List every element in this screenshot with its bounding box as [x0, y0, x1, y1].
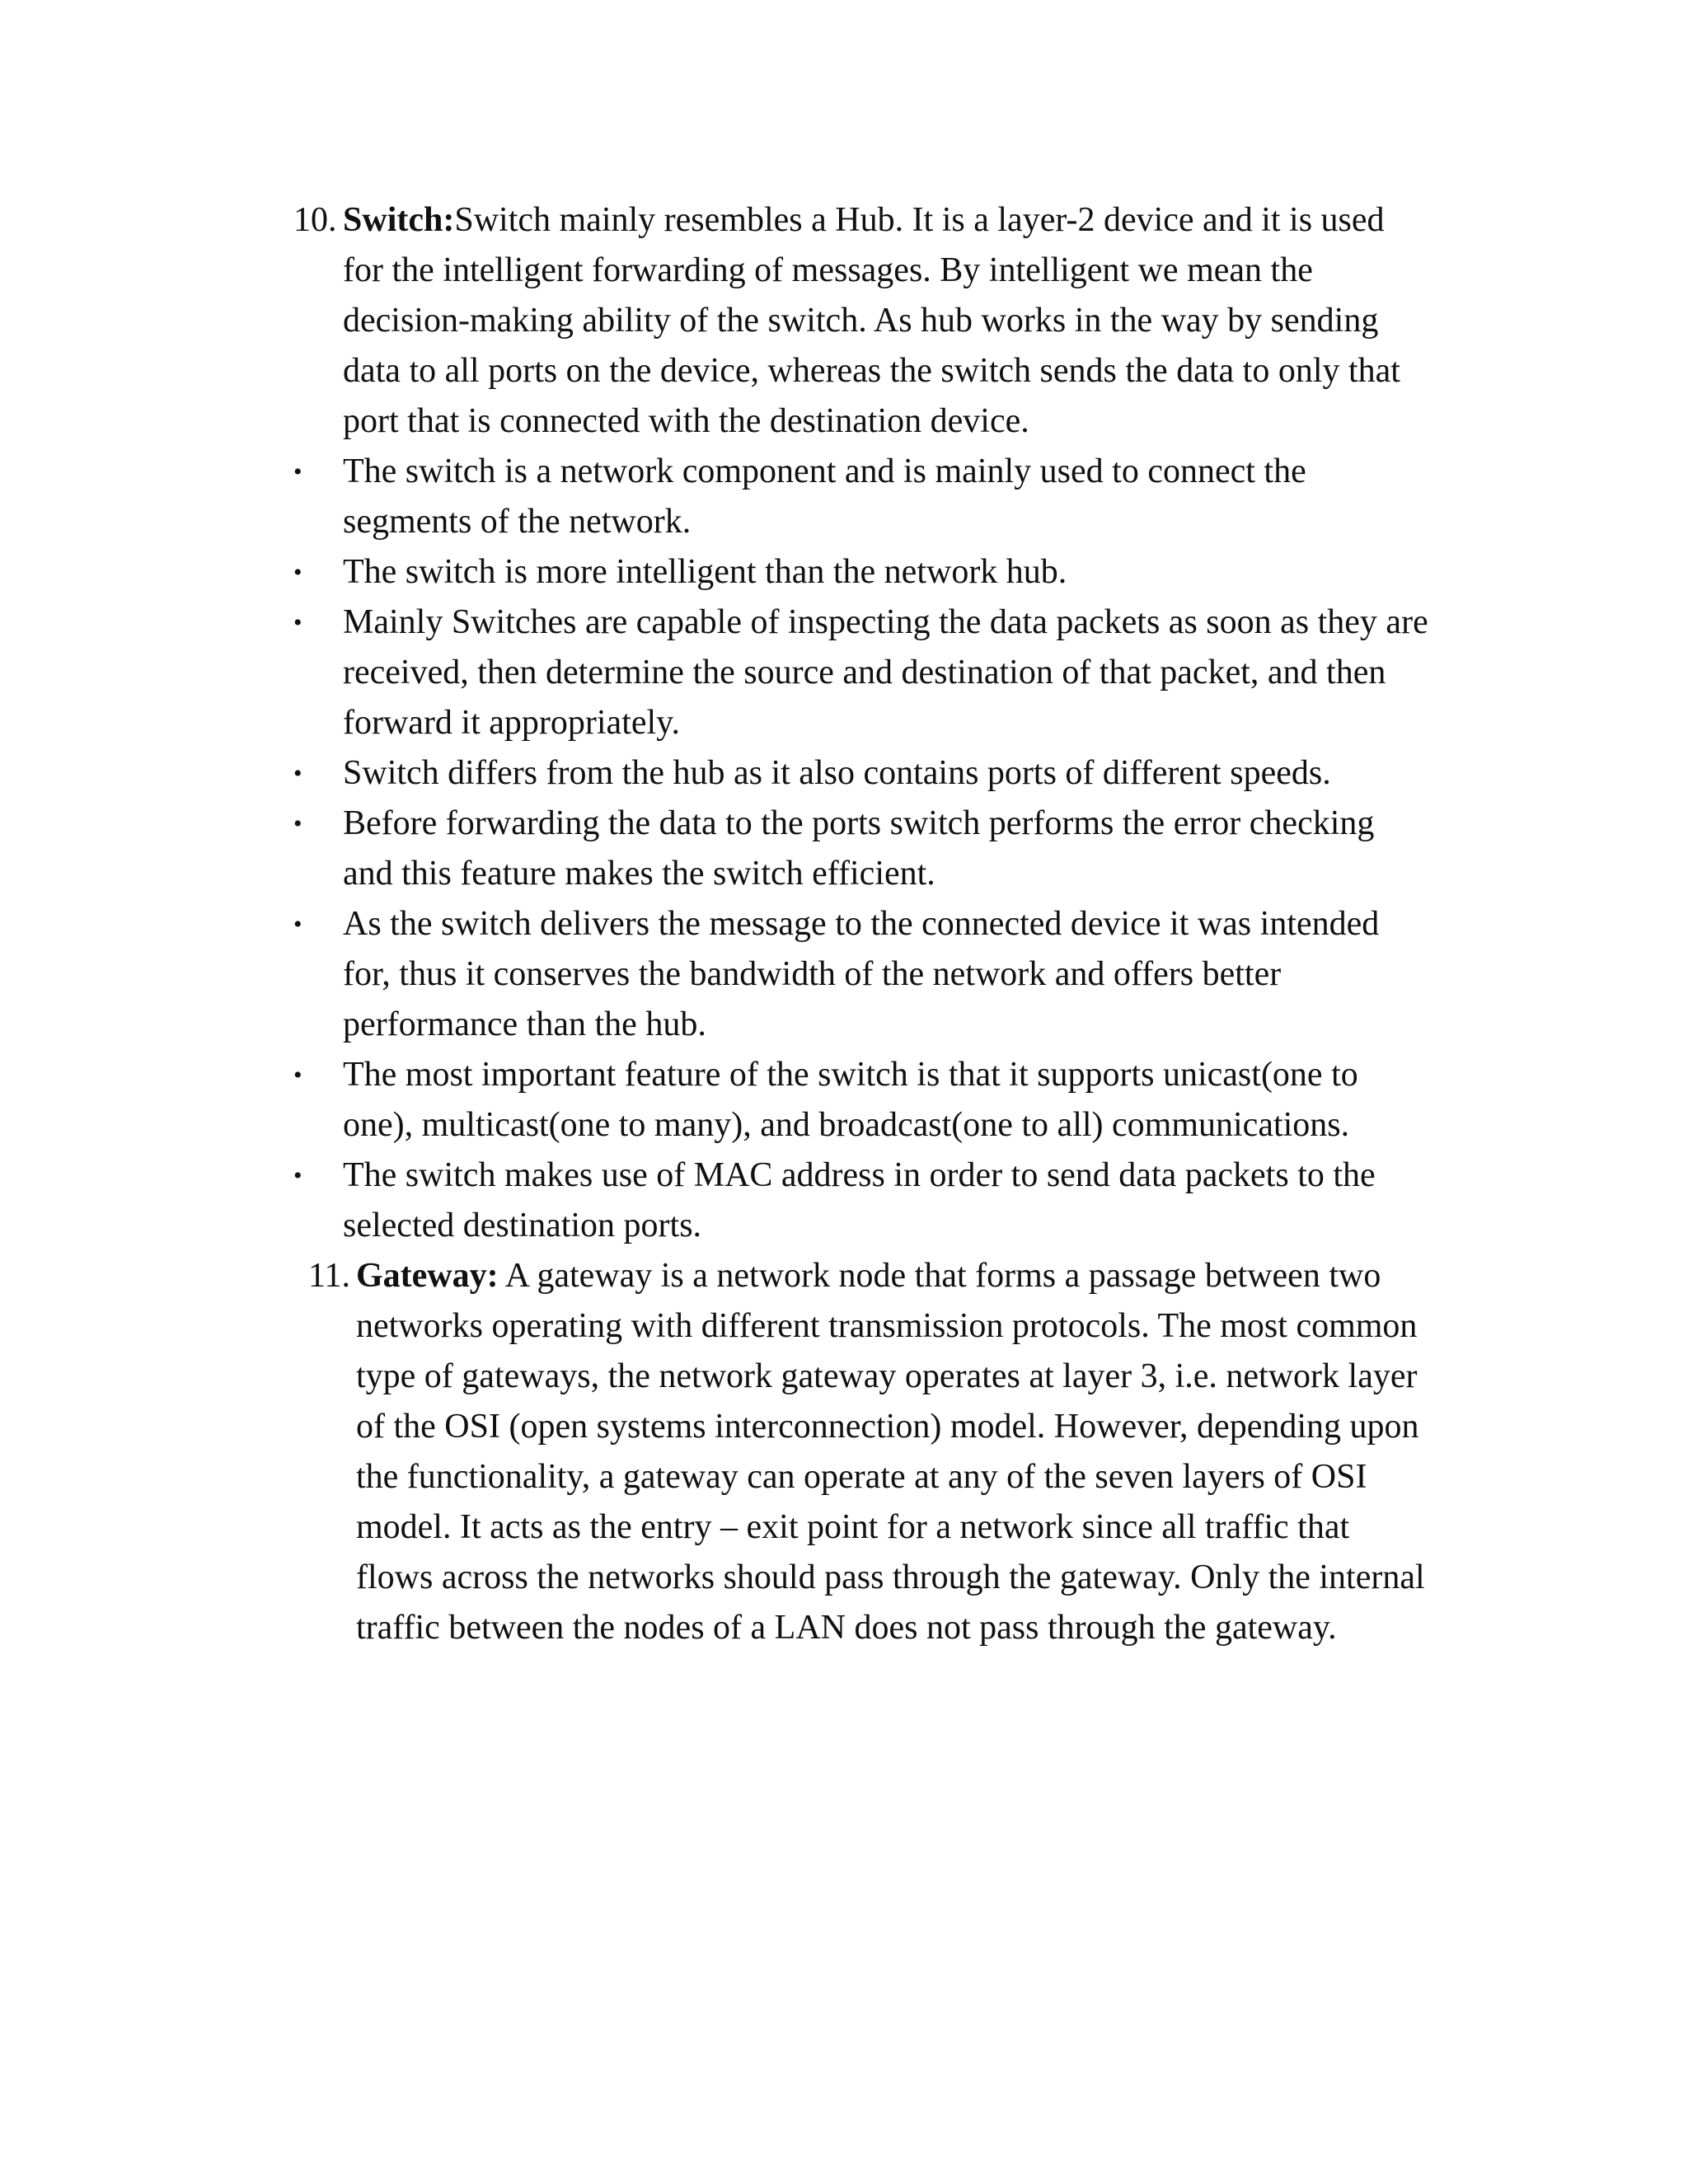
bullet-icon: •: [293, 609, 302, 636]
bullet-item: [293, 1151, 1431, 1251]
bullet-item: [293, 447, 1431, 547]
bullet-item: [293, 1050, 1431, 1151]
bullet-item: [293, 899, 1431, 1050]
bullet-icon: •: [293, 911, 302, 938]
bullet-icon: •: [293, 810, 302, 837]
bullet-text: The switch is more intelligent than the network hub.: [343, 553, 1067, 591]
bullet-icon: •: [293, 760, 302, 787]
term-switch: Switch:: [343, 201, 455, 239]
bullet-text: The switch is a network component and is mainly used to connect the segments of the network.: [343, 452, 1306, 541]
gateway-description: A gateway is a network node that forms a passage between two networks operating with different transmission protocols. The most common type of gateways, the network gateway operates at layer 3, i.e. network layer of the OSI (open systems interconnection) model. However, depending upon the functionality, a gateway can operate at any of the seven layers of OSI model. It acts as the entry – exit point for a network since all traffic that flows across the networks should pass through the gateway. Only the internal traffic between the nodes of a LAN does not pass through the gateway.: [356, 1257, 1425, 1647]
bullet-text: Switch differs from the hub as it also contains ports of different speeds.: [343, 754, 1331, 792]
term-gateway: Gateway:: [356, 1257, 499, 1295]
switch-description: Switch mainly resembles a Hub. It is a layer-2 device and it is used for the intelligent forwarding of messages. By intelligent we mean the decision-making ability of the switch. As hub works in the way by sending data to all ports on the device, whereas the switch sends the data to only that port that is connected with the destination device.: [343, 201, 1400, 440]
bullet-item: [293, 748, 1431, 799]
numbered-item-gateway: [293, 1251, 1431, 1653]
bullet-text: The switch makes use of MAC address in order to send data packets to the selected destination ports.: [343, 1156, 1376, 1244]
bullet-text: Before forwarding the data to the ports switch performs the error checking and this feature makes the switch efficient.: [343, 804, 1375, 893]
bullet-item: [293, 799, 1431, 899]
bullet-item: [293, 598, 1431, 748]
bullet-text: As the switch delivers the message to the connected device it was intended for, thus it conserves the bandwidth of the network and offers better performance than the hub.: [343, 905, 1380, 1043]
page-content: [293, 195, 1431, 1653]
bullet-text: The most important feature of the switch is that it supports unicast(one to one), multicast(one to many), and broadcast(one to all) communications.: [343, 1056, 1358, 1144]
numbered-item-switch: [293, 195, 1431, 447]
bullet-icon: •: [293, 1162, 302, 1189]
item-number: 10.: [293, 201, 337, 239]
bullet-icon: •: [293, 559, 302, 586]
bullet-icon: •: [293, 1062, 302, 1089]
bullet-icon: •: [293, 458, 302, 485]
bullet-text: Mainly Switches are capable of inspecting the data packets as soon as they are received, then determine the source and destination of that packet, and then forward it appropriately.: [343, 603, 1428, 742]
item-number: 11.: [308, 1257, 350, 1295]
bullet-item: [293, 547, 1431, 598]
